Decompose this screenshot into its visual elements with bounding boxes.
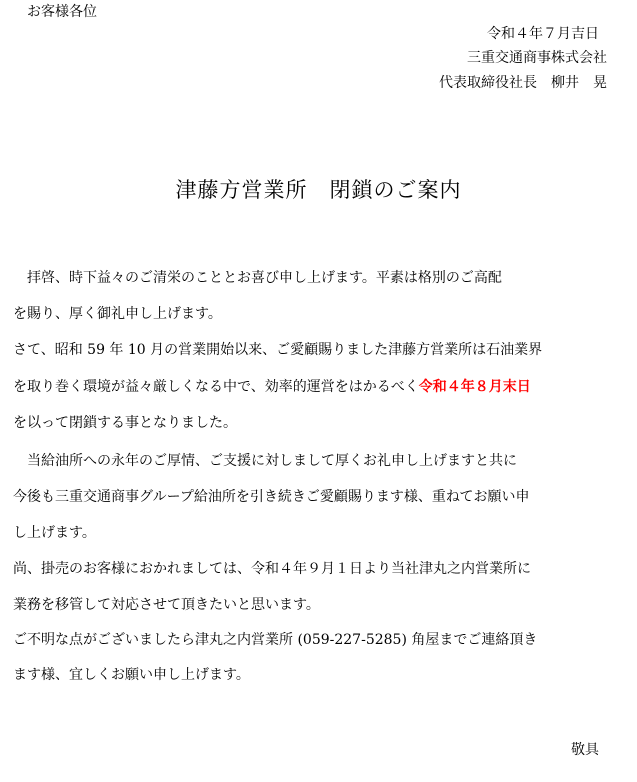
body-line: し上げます。	[13, 525, 96, 541]
closing-date-highlight: 令和４年８月末日	[418, 379, 531, 395]
letter-date: 令和４年７月吉日	[487, 26, 599, 42]
body-line: 今後も三重交通商事グループ給油所を引き続きご愛顧賜ります様、重ねてお願い申	[13, 489, 530, 505]
body-line: ご不明な点がございましたら津丸之内営業所 (059-227-5285) 角屋までご連絡頂き	[13, 632, 538, 648]
body-line: 業務を移管して対応させて頂きたいと思います。	[13, 597, 320, 613]
body-line: 拝啓、時下益々のご清栄のこととお喜び申し上げます。平素は格別のご高配	[13, 270, 502, 286]
body-line: 当給油所への永年のご厚情、ご支援に対しまして厚くお礼申し上げますと共に	[13, 453, 517, 469]
closing-word: 敬具	[571, 742, 599, 758]
body-line: を賜り、厚く御礼申し上げます。	[13, 306, 222, 322]
addressee: お客様各位	[27, 4, 97, 20]
body-line: さて、昭和 59 年 10 月の営業開始以来、ご愛顧賜りました津藤方営業所は石油業界	[13, 342, 543, 358]
body-line: を以って閉鎖する事となりました。	[13, 415, 237, 431]
body-line: 尚、掛売のお客様におかれましては、令和４年９月１日より当社津丸之内営業所に	[13, 561, 531, 577]
letter-title: 津藤方営業所 閉鎖のご案内	[175, 178, 462, 202]
body-line: ます様、宜しくお願い申し上げます。	[13, 667, 250, 683]
company-name: 三重交通商事株式会社	[467, 50, 607, 66]
body-line	[13, 377, 531, 397]
signer-name: 代表取締役社長 柳井 晃	[439, 75, 607, 91]
body-line-text: を取り巻く環境が益々厳しくなる中で、効率的運営をはかるべく	[13, 379, 419, 395]
